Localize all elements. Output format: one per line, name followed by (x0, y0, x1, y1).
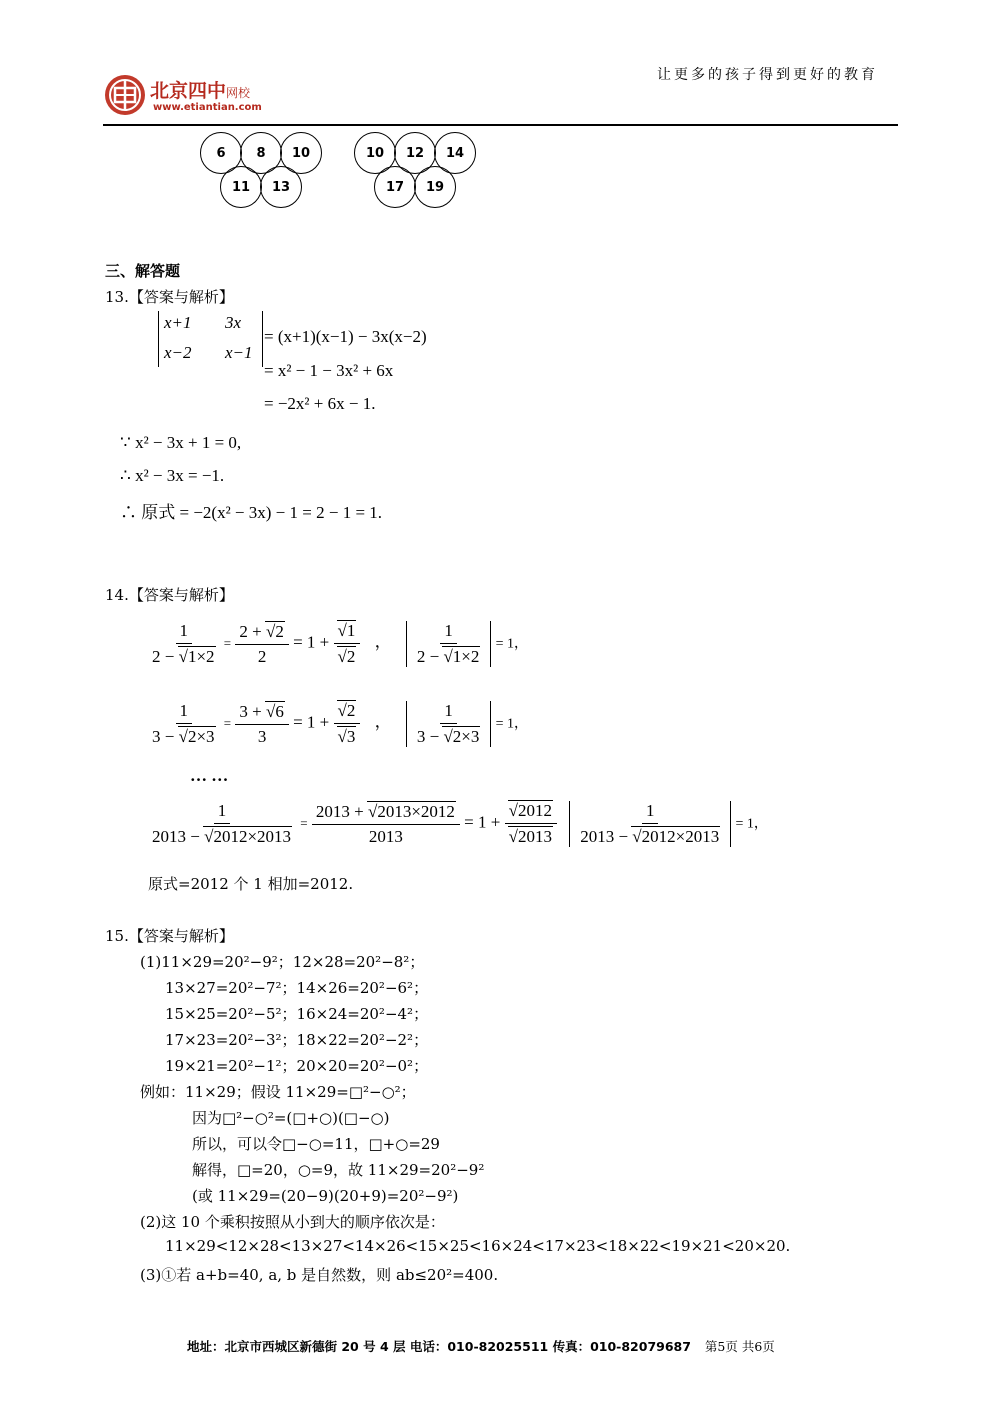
circle-node: 13 (260, 166, 302, 208)
det-entry: x−2 (164, 343, 192, 362)
logo-url: www.etiantian.com (153, 102, 262, 113)
circle-node: 8 (240, 132, 282, 174)
q15-label: 15.【答案与解析】 (105, 927, 234, 945)
fraction: $\frac{2 + √2}{2}$ (235, 621, 288, 667)
circle-node: 6 (200, 132, 242, 174)
q13-line3: = −2x² + 6x − 1. (264, 394, 376, 413)
det-entry: 3x (225, 313, 242, 332)
q15-line: 例如：11×29；假设 11×29=□²−○²； (140, 1083, 416, 1101)
q15-line: (或 11×29=(20−9)(20+9)=20²−9²) (192, 1187, 459, 1205)
q15-line: 11×29<12×28<13×27<14×26<15×25<16×24<17×23<18×22<19×21<20×20. (165, 1237, 791, 1255)
fraction: $\frac{√2012}{√2013}$ (505, 800, 557, 847)
q15-line: 19×21=20²−1²；20×20=20²−0²； (165, 1057, 429, 1075)
q15-line: 因为□²−○²=(□+○)(□−○) (192, 1109, 390, 1127)
q15-line: (3)①若 a+b=40, a, b 是自然数，则 ab≤20²=400. (140, 1266, 499, 1284)
q13-label: 13.【答案与解析】 (105, 288, 234, 306)
section-title: 三、解答题 (105, 262, 181, 280)
footer (187, 1337, 775, 1355)
q13-line2: = x² − 1 − 3x² + 6x (264, 361, 394, 380)
q15-line: 17×23=20²−3²；18×22=20²−2²； (165, 1031, 429, 1049)
footer-page: 第5页 共6页 (704, 1339, 775, 1354)
logo-icon (103, 73, 147, 121)
q13-therefore1: ∴ x² − 3x = −1. (120, 466, 225, 485)
circle-node: 17 (374, 166, 416, 208)
q14-row3: $\frac{1}{2013 - √2012\times 2013}$ = $\frac{2013 + √2013\times 2012}{2013}$ = 1 + $\frac{√2012}{√2013}$ $\frac{1}{2013 - √2012\times 2013}$ = 1， (148, 800, 768, 847)
q15-line: 所以，可以令□−○=11，□+○=29 (192, 1135, 440, 1153)
logo-brand: 北京四中网校 (150, 80, 251, 102)
det-entry: x+1 (164, 313, 192, 332)
fraction: $\frac{1}{2013 - √2012\times 2013}$ (152, 800, 292, 846)
q13-since: ∵ x² − 3x + 1 = 0, (120, 433, 242, 452)
det-entry: x−1 (225, 343, 253, 362)
fraction: $\frac{√2}{√3}$ (334, 700, 361, 747)
q14-conclusion: 原式=2012 个 1 相加=2012. (148, 875, 354, 893)
floor-bracket: $\frac{1}{2 - √1\times 2}$ (406, 621, 492, 667)
fraction: $\frac{2013 + √2013\times 2012}{2013}$ (312, 801, 460, 847)
fraction: $\frac{1}{3 - √2\times 3}$ (152, 700, 215, 746)
circle-node: 14 (434, 132, 476, 174)
circle-node: 10 (280, 132, 322, 174)
q14-dots: … … (190, 766, 229, 785)
slogan: 让更多的孩子得到更好的教育 (657, 67, 878, 83)
q13-therefore2: ∴ 原式 = −2(x² − 3x) − 1 = 2 − 1 = 1. (120, 503, 383, 522)
footer-address: 地址：北京市西城区新德街 20 号 4 层 电话：010-82025511 传真：010-82079687 (187, 1339, 691, 1354)
floor-bracket: $\frac{1}{3 - √2\times 3}$ (406, 701, 492, 747)
fraction: $\frac{1}{2 - √1\times 2}$ (152, 620, 215, 666)
q14-row1: $\frac{1}{2 - √1\times 2}$ = $\frac{2 + √2}{2}$ = 1 + $\frac{√1}{√2}$ ， $\frac{1}{2 - √1\times 2}$ = 1， (148, 620, 528, 667)
circle-node: 12 (394, 132, 436, 174)
fraction: $\frac{3 + √6}{3}$ (235, 701, 288, 747)
q13-line1: = (x+1)(x−1) − 3x(x−2) (264, 327, 427, 346)
circle-node: 19 (414, 166, 456, 208)
q14-label: 14.【答案与解析】 (105, 586, 234, 604)
q15-line: (1)11×29=20²−9²；12×28=20²−8²； (140, 953, 425, 971)
q15-line: 解得，□=20，○=9，故 11×29=20²−9² (192, 1161, 485, 1179)
q15-line: 13×27=20²−7²；14×26=20²−6²； (165, 979, 429, 997)
q15-line: 15×25=20²−5²；16×24=20²−4²； (165, 1005, 429, 1023)
q13-determinant (158, 311, 263, 367)
fraction: $\frac{√1}{√2}$ (334, 620, 361, 667)
floor-bracket: $\frac{1}{2013 - √2012\times 2013}$ (569, 801, 731, 847)
q15-line: (2)这 10 个乘积按照从小到大的顺序依次是： (140, 1213, 445, 1231)
circle-node: 11 (220, 166, 262, 208)
header-divider (103, 124, 898, 126)
circle-node: 10 (354, 132, 396, 174)
q14-row2: $\frac{1}{3 - √2\times 3}$ = $\frac{3 + √6}{3}$ = 1 + $\frac{√2}{√3}$ ， $\frac{1}{3 - √2\times 3}$ = 1， (148, 700, 528, 747)
